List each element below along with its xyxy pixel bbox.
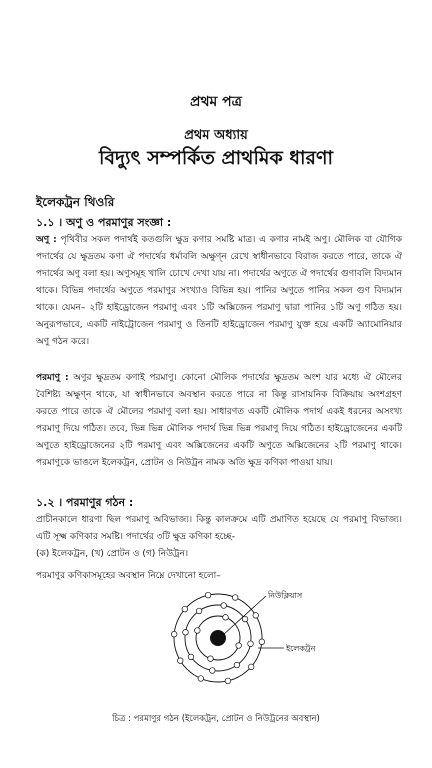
paramanu-text: অণুর ক্ষুদ্রতম কণাই পরমাণু। কোনো মৌলিক পদার্থের ক্ষুদ্রতম অংশ যার মধ্যে ঐ মৌলের বৈশিষ্ট্য অক্ষুণ্ন থাকে, যা স্বাধীনভাবে অবস্থান করতে পারে না কিন্তু রাসায়নিক বিক্রিয়ায় অংশগ্রহণ করতে পারে তাকে ঐ মৌলের পরমাণু বলা হয়। সাধারণত একটি মৌলিক পদার্থ একই ধরনের অসংখ্য পরমাণু দিয়ে গঠিত। তবে, ভিন্ন ভিন্ন মৌলিক পদার্থ ভিন্ন ভিন্ন পরমাণু দিয়ে গঠিত। হাইড্রোজেনের একটি অণুতে হাইড্রোজেনের ২টি পরমাণু এবং অক্সিজেনের একটি অণুতে অক্সিজেনের ২টি পরমাণু থাকে। পরমাণুকে ভাঙলে ইলেকট্রন, প্রোটন ও নিউট্রন নামক অতি ক্ষুদ্র কণিকা পাওয়া যায়। <box>36 373 402 468</box>
electron-dot <box>171 631 177 637</box>
electron-dot <box>177 658 183 664</box>
electron-dot <box>223 615 229 621</box>
anu-paragraph <box>36 232 402 351</box>
atom-paragraph <box>36 512 402 546</box>
electron-dot <box>183 629 189 635</box>
electron-dot <box>188 654 194 660</box>
electron-dot <box>198 676 204 682</box>
chapter-title: বিদ্যুৎ সম্পর্কিত প্রাথমিক ধারণা <box>99 147 333 169</box>
anu-term: অণু : <box>36 235 57 245</box>
subsection-heading-1: ১.১ । অণু ও পরমাণুর সংজ্ঞা : <box>36 216 172 229</box>
paper-title: প্রথম পত্র <box>190 94 242 110</box>
electron-dot <box>248 664 254 670</box>
chapter-number: প্রথম অধ্যায় <box>184 128 248 143</box>
paramanu-term: পরমাণু : <box>36 373 69 383</box>
electron-dot <box>225 678 231 684</box>
electron-dot <box>182 606 188 612</box>
electron-dot <box>248 641 254 647</box>
electron-dot <box>208 656 214 662</box>
electron-dot <box>196 608 202 614</box>
electron-label: ইলেকট্রন <box>286 644 316 653</box>
electron-dot <box>205 592 211 598</box>
electron-dot <box>253 613 259 619</box>
nucleus-pointer <box>223 596 266 635</box>
electron-dot <box>221 603 227 609</box>
electron-dot <box>259 639 265 645</box>
electron-dot <box>234 662 240 668</box>
atom-text-1: প্রাচীনকালে ধারণা ছিল পরমাণু অবিভাজ্য। কিন্তু কালক্রমে এটি প্রমাণিত হয়েছে যে পরমাণু বিভাজ্য। এটি সূক্ষ্ম কণিকার সমষ্টি। পদার্থের ৩টি ক্ষুদ্র কণিকা হচ্ছে- <box>36 515 402 542</box>
anu-text: পৃথিবীর সকল পদার্থই কতগুলি ক্ষুদ্র কণার সমষ্টি মাত্র। এ কণার নামই অণু। মৌলিক বা যৌগিক পদার্থের যে ক্ষুদ্রতম কণা ঐ পদার্থের ধর্মাবলি অক্ষুণ্ন রেখে স্বাধীনভাবে বিরাজ করতে পারে, তাকে ঐ পদার্থের অণু বলা হয়। অণুসমূহ খালি চোখে দেখা যায় না। পদার্থের অণুতে ঐ পদার্থের গুণাবলি বিদ্যমান থাকে। বিভিন্ন পদার্থের অণুতে পরমাণুর সংখ্যাও বিভিন্ন হয়। পানির অণুতে পানির সকল গুণ বিদ্যমান থাকে। যেমন– ২টি হাইড্রোজেন পরমাণু এবং ১টি অক্সিজেন পরমাণু দ্বারা পানির ১টি অণু গঠিত হয়। অনুরূপভাবে, একটি নাইট্রোজেন পরমাণু ও তিনটি হাইড্রোজেন পরমাণু যুক্ত হয়ে একটি অ্যামোনিয়ার অণু গঠন করে। <box>36 235 402 347</box>
paramanu-paragraph <box>36 370 402 472</box>
atom-diagram <box>166 580 346 690</box>
electron-dot <box>236 643 242 649</box>
figure-caption: চিত্র : পরমাণুর গঠন (ইলেকট্রন, প্রোটন ও নিউট্রনের অবস্থান) <box>112 714 320 724</box>
diagram-intro: পরমাণুর কণিকাসমূহের অবস্থান নিম্নে দেখানো হলো– <box>36 571 221 581</box>
electron-dot <box>195 628 201 634</box>
subsection-heading-2: ১.২ । পরমাণুর গঠন : <box>36 496 134 509</box>
particles-list: (ক) ইলেকট্রন, (খ) প্রোটন ও (গ) নিউট্রন। <box>36 549 189 559</box>
electron-dot <box>232 595 238 601</box>
electron-dot <box>209 668 215 674</box>
section-heading: ইলেকট্রন থিওরি <box>36 195 115 209</box>
nucleus <box>210 630 226 646</box>
nucleus-label: নিউক্লিয়াস <box>268 591 303 600</box>
